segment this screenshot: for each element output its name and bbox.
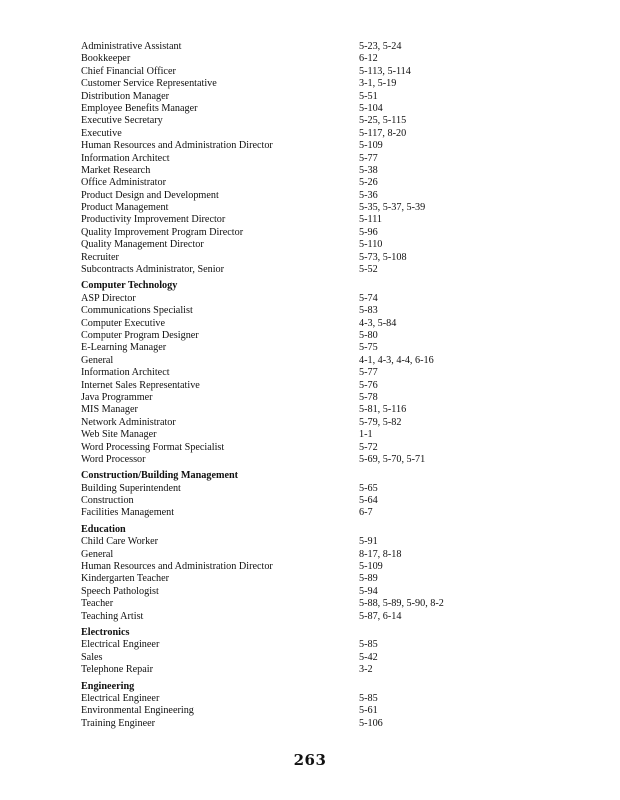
index-entry	[81, 429, 541, 441]
page-reference: 5-96	[359, 226, 378, 238]
index-entry	[81, 536, 541, 548]
job-title: Building Superintendent	[81, 482, 181, 494]
job-title: E-Learning Manager	[81, 342, 167, 354]
index-entry	[81, 78, 541, 90]
index-entry	[81, 598, 541, 610]
page-reference: 5-87, 6-14	[359, 610, 402, 622]
index-entry	[81, 264, 541, 276]
page-reference: 5-94	[359, 585, 378, 597]
job-index	[81, 41, 541, 730]
job-title: Information Architect	[81, 152, 170, 164]
index-entry	[81, 91, 541, 103]
index-entry	[81, 41, 541, 53]
index-entry	[81, 227, 541, 239]
index-entry	[81, 330, 541, 342]
job-title: Quality Management Director	[81, 239, 204, 251]
job-title: Human Resources and Administration Director	[81, 561, 273, 573]
index-entry	[81, 239, 541, 251]
job-title: Teaching Artist	[81, 610, 144, 622]
job-title: Training Engineer	[81, 717, 156, 729]
page-reference: 5-85	[359, 692, 378, 704]
page-reference: 5-74	[359, 292, 378, 304]
section-heading: Engineering	[81, 680, 135, 692]
job-title: Recruiter	[81, 251, 119, 263]
page-reference: 5-26	[359, 177, 378, 189]
index-entry	[81, 442, 541, 454]
job-title: Sales	[81, 651, 103, 663]
page-reference: 5-36	[359, 189, 378, 201]
index-entry	[81, 664, 541, 676]
job-title: Computer Executive	[81, 317, 166, 329]
job-title: Human Resources and Administration Director	[81, 140, 273, 152]
page-reference: 5-113, 5-114	[359, 65, 411, 77]
page-reference: 5-88, 5-89, 5-90, 8-2	[359, 598, 444, 610]
job-title: ASP Director	[81, 292, 136, 304]
job-title: Telephone Repair	[81, 664, 153, 676]
job-title: Bookkeeper	[81, 53, 131, 65]
page-reference: 5-104	[359, 102, 383, 114]
index-entry	[81, 417, 541, 429]
index-entry	[81, 355, 541, 367]
index-entry	[81, 507, 541, 519]
page-reference: 5-64	[359, 495, 378, 507]
page-reference: 8-17, 8-18	[359, 548, 402, 560]
index-entry	[81, 367, 541, 379]
index-entry	[81, 202, 541, 214]
job-title: Administrative Assistant	[81, 41, 182, 52]
index-entry	[81, 586, 541, 598]
job-title: Word Processing Format Specialist	[81, 441, 225, 453]
index-entry	[81, 252, 541, 264]
index-entry	[81, 483, 541, 495]
page-reference: 5-61	[359, 705, 378, 717]
page-reference: 5-81, 5-116	[359, 404, 407, 416]
job-title: Web Site Manager	[81, 429, 157, 441]
page-number: 263	[293, 751, 327, 769]
index-entry	[81, 53, 541, 65]
page-reference: 5-109	[359, 561, 383, 573]
page-reference: 5-89	[359, 573, 378, 585]
index-section	[81, 41, 541, 276]
index-entry	[81, 153, 541, 165]
page-reference: 5-109	[359, 140, 383, 152]
index-entry	[81, 214, 541, 226]
job-title: Productivity Improvement Director	[81, 214, 226, 226]
index-entry	[81, 380, 541, 392]
job-title: Subcontracts Administrator, Senior	[81, 264, 225, 276]
job-title: Speech Pathologist	[81, 585, 159, 597]
page-reference: 5-79, 5-82	[359, 416, 402, 428]
page-reference: 5-80	[359, 329, 378, 341]
section-heading: Construction/Building Management	[81, 470, 239, 482]
index-section	[81, 681, 541, 731]
index-entry	[81, 705, 541, 717]
index-entry	[81, 639, 541, 651]
page-reference: 5-52	[359, 264, 378, 276]
job-title: Information Architect	[81, 367, 170, 379]
page-reference: 3-1, 5-19	[359, 78, 397, 90]
index-entry	[81, 392, 541, 404]
page-reference: 5-78	[359, 391, 378, 403]
index-entry	[81, 404, 541, 416]
job-title: General	[81, 354, 114, 366]
index-entry	[81, 190, 541, 202]
job-title: General	[81, 548, 114, 560]
page-reference: 5-110	[359, 239, 383, 251]
index-entry	[81, 318, 541, 330]
index-entry	[81, 611, 541, 623]
job-title: Internet Sales Representative	[81, 379, 200, 391]
page-reference: 5-72	[359, 441, 378, 453]
job-title: Electrical Engineer	[81, 692, 160, 704]
job-title: Employee Benefits Manager	[81, 102, 198, 114]
job-title: Executive	[81, 127, 122, 139]
page-reference: 5-65	[359, 482, 378, 494]
job-title: Computer Program Designer	[81, 329, 199, 341]
job-title: Construction	[81, 495, 134, 507]
job-title: Kindergarten Teacher	[81, 573, 170, 585]
page-reference: 5-75	[359, 342, 378, 354]
page-reference: 5-42	[359, 651, 378, 663]
job-title: Child Care Worker	[81, 536, 159, 548]
page-reference: 5-25, 5-115	[359, 115, 407, 127]
job-title: Product Design and Development	[81, 189, 219, 201]
job-title: Executive Secretary	[81, 115, 163, 127]
index-entry	[81, 305, 541, 317]
page-reference: 6-12	[359, 53, 378, 65]
job-title: Product Management	[81, 202, 169, 214]
index-entry	[81, 115, 541, 127]
index-entry	[81, 177, 541, 189]
page-reference: 5-35, 5-37, 5-39	[359, 202, 426, 214]
section-heading: Education	[81, 523, 126, 535]
index-section	[81, 524, 541, 623]
job-title: Electrical Engineer	[81, 639, 160, 651]
page-reference: 4-3, 5-84	[359, 317, 397, 329]
index-entry	[81, 140, 541, 152]
index-entry	[81, 652, 541, 664]
job-title: Facilities Management	[81, 507, 175, 519]
page-reference: 4-1, 4-3, 4-4, 6-16	[359, 354, 434, 366]
index-entry	[81, 342, 541, 354]
index-entry	[81, 549, 541, 561]
job-title: Environmental Engineering	[81, 705, 194, 717]
page-reference: 5-91	[359, 536, 378, 548]
job-title: MIS Manager	[81, 404, 138, 416]
index-section	[81, 627, 541, 677]
index-entry	[81, 561, 541, 573]
page-reference: 5-76	[359, 379, 378, 391]
page-reference: 1-1	[359, 429, 373, 441]
page-reference: 5-77	[359, 367, 378, 379]
index-entry	[81, 293, 541, 305]
index-entry	[81, 693, 541, 705]
job-title: Market Research	[81, 164, 151, 176]
index-entry	[81, 718, 541, 730]
job-title: Teacher	[81, 598, 114, 610]
page-reference: 5-117, 8-20	[359, 127, 407, 139]
page-reference: 5-69, 5-70, 5-71	[359, 453, 426, 465]
job-title: Word Processor	[81, 453, 146, 465]
job-title: Network Administrator	[81, 416, 176, 428]
page-reference: 5-23, 5-24	[359, 41, 402, 52]
page-reference: 5-51	[359, 90, 378, 102]
job-title: Distribution Manager	[81, 90, 169, 102]
page-reference: 5-77	[359, 152, 378, 164]
page-reference: 3-2	[359, 664, 373, 676]
job-title: Quality Improvement Program Director	[81, 226, 244, 238]
index-section	[81, 280, 541, 466]
section-heading: Computer Technology	[81, 280, 178, 292]
index-entry	[81, 103, 541, 115]
index-entry	[81, 573, 541, 585]
page-reference: 5-111	[359, 214, 383, 226]
page-reference: 5-73, 5-108	[359, 251, 407, 263]
index-entry	[81, 454, 541, 466]
job-title: Chief Financial Officer	[81, 65, 176, 77]
section-heading: Electronics	[81, 626, 130, 638]
job-title: Office Administrator	[81, 177, 166, 189]
page-reference: 5-83	[359, 305, 378, 317]
index-section	[81, 470, 541, 520]
job-title: Customer Service Representative	[81, 78, 217, 90]
page-reference: 5-106	[359, 717, 383, 729]
page-reference: 5-38	[359, 164, 378, 176]
job-title: Communications Specialist	[81, 305, 193, 317]
index-entry	[81, 66, 541, 78]
page-reference: 6-7	[359, 507, 373, 519]
page-reference: 5-85	[359, 639, 378, 651]
job-title: Java Programmer	[81, 391, 153, 403]
index-entry	[81, 128, 541, 140]
index-entry	[81, 165, 541, 177]
index-entry	[81, 495, 541, 507]
